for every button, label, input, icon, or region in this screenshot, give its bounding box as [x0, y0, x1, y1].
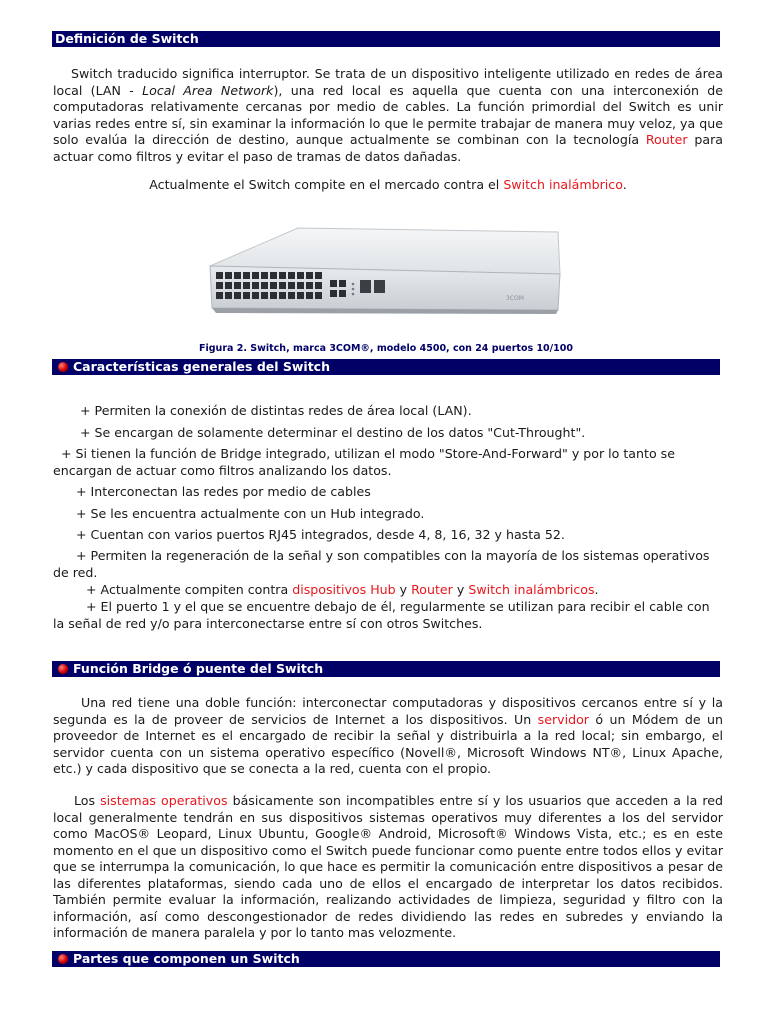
feature-item: + Si tienen la función de Bridge integrado, utilizan el modo "Store-And-Forward" y por lo tanto se encargan de actuar como filtros analizando los datos.: [53, 446, 675, 478]
section-title: Función Bridge ó puente del Switch: [73, 661, 324, 676]
section-header-caracteristicas: [52, 359, 720, 375]
bridge-paragraph-1: [53, 695, 723, 778]
link-dispositivos-hub[interactable]: dispositivos Hub: [292, 582, 396, 597]
feature-item: + El puerto 1 y el que se encuentre debajo de él, regularmente se utilizan para recibir el cable con la señal de red y/o para interconectarse entre sí con otros Switches.: [53, 599, 710, 631]
text: para actuar como filtros y evitar el paso de tramas de datos dañadas.: [53, 132, 723, 164]
text-italic: Local Area Network: [142, 82, 274, 98]
text: Los: [74, 793, 101, 808]
section-header-partes: [52, 951, 720, 967]
text: y: [395, 582, 412, 597]
text: Una red tiene una doble función: interconectar computadoras y dispositivos cercanos entre sí y la segunda es la de proveer de servicios de Internet a los dispositivos. Un: [53, 695, 723, 727]
feature-item: [53, 582, 756, 599]
red-bullet-icon: [58, 362, 68, 372]
red-bullet-icon: [58, 664, 68, 674]
feature-item: + Permiten la conexión de distintas redes de área local (LAN).: [80, 403, 472, 418]
text: Actualmente el Switch compite en el mercado contra el: [149, 177, 504, 192]
feature-item: + Se encargan de solamente determinar el destino de los datos "Cut-Throught".: [80, 425, 586, 440]
section-title: Definición de Switch: [55, 31, 199, 46]
switch-brand-label: 3COM: [506, 295, 524, 302]
compite-paragraph: [53, 177, 723, 194]
text: y: [452, 582, 469, 597]
feature-item: + Se les encuentra actualmente con un Hub integrado.: [76, 506, 425, 521]
feature-item: + Cuentan con varios puertos RJ45 integrados, desde 4, 8, 16, 32 y hasta 52.: [76, 527, 565, 542]
link-servidor[interactable]: servidor: [537, 711, 589, 727]
link-switch-inalambrico[interactable]: Switch inalámbrico: [503, 177, 623, 192]
section-title: Características generales del Switch: [73, 359, 330, 374]
switch-image: [200, 214, 572, 326]
link-switch-inalambricos[interactable]: Switch inalámbricos: [468, 582, 595, 597]
text: Switch traducido significa interruptor. Se trata de un dispositivo inteligente utilizado en redes de área local (LAN -: [53, 66, 723, 98]
text: ó un Módem de un proveedor de Internet es el encargado de recibir la señal y distribuirla a la red local; sin embargo, el servidor cuenta con un sistema operativo específico (Novell®, Microsoft Windows NT®, Linux Apache, etc.) y cada dispositivo que se conecta a la red, cuenta con el propio.: [53, 711, 723, 776]
feature-item: + Interconectan las redes por medio de cables: [76, 484, 371, 499]
link-router[interactable]: Router: [411, 582, 453, 597]
red-bullet-icon: [58, 954, 68, 964]
text: .: [594, 582, 599, 597]
section-title: Partes que componen un Switch: [73, 951, 300, 966]
text: básicamente son incompatibles entre sí y los usuarios que acceden a la red local generalmente tendrán en sus dispositivos sistemas operativos muy diferentes a los del servidor como MacOS® Leopard, Linux Ubuntu, Google® Android, Microsoft® Windows Vista, etc.; es en este momento en el que un dispositivo como el Switch puede funcionar como puente entre todos ellos y evitar que se interrumpa la comunicación, lo que hace es permitir la comunicación entre dispositivos a pesar de las diferentes plataformas, siendo cada uno de ellos el encargado de interpretar los datos recibidos. También permite evaluar la información, realizando actividades de limpieza, seguridad y filtro con la información, así como descongestionador de redes dividiendo las redes en subredes y enviando la información de manera paralela y por lo tanto mas velozmente.: [53, 793, 723, 940]
link-sistemas-operativos[interactable]: sistemas operativos: [100, 793, 228, 808]
text: .: [622, 177, 627, 192]
intro-paragraph: [53, 66, 723, 165]
section-header-bridge: [52, 661, 720, 677]
bridge-paragraph-2: [53, 793, 723, 942]
text: ), una red local es aquella que cuenta con una interconexión de computadoras relativamente cercanas por medio de cables. La función primordial del Switch es unir varias redes entre sí, sin examinar la información lo que le permite trabajar de manera muy veloz, ya que solo evalúa la dirección de destino, aunque actualmente se combinan con la tecnología: [53, 82, 723, 147]
figure-caption: Figura 2. Switch, marca 3COM®, modelo 4500, con 24 puertos 10/100: [199, 343, 573, 354]
link-router[interactable]: Router: [645, 132, 688, 147]
text: + Actualmente compiten contra: [86, 582, 293, 597]
feature-item: + Permiten la regeneración de la señal y son compatibles con la mayoría de los sistemas operativos de red.: [53, 548, 710, 580]
section-header-definicion: [52, 31, 720, 47]
